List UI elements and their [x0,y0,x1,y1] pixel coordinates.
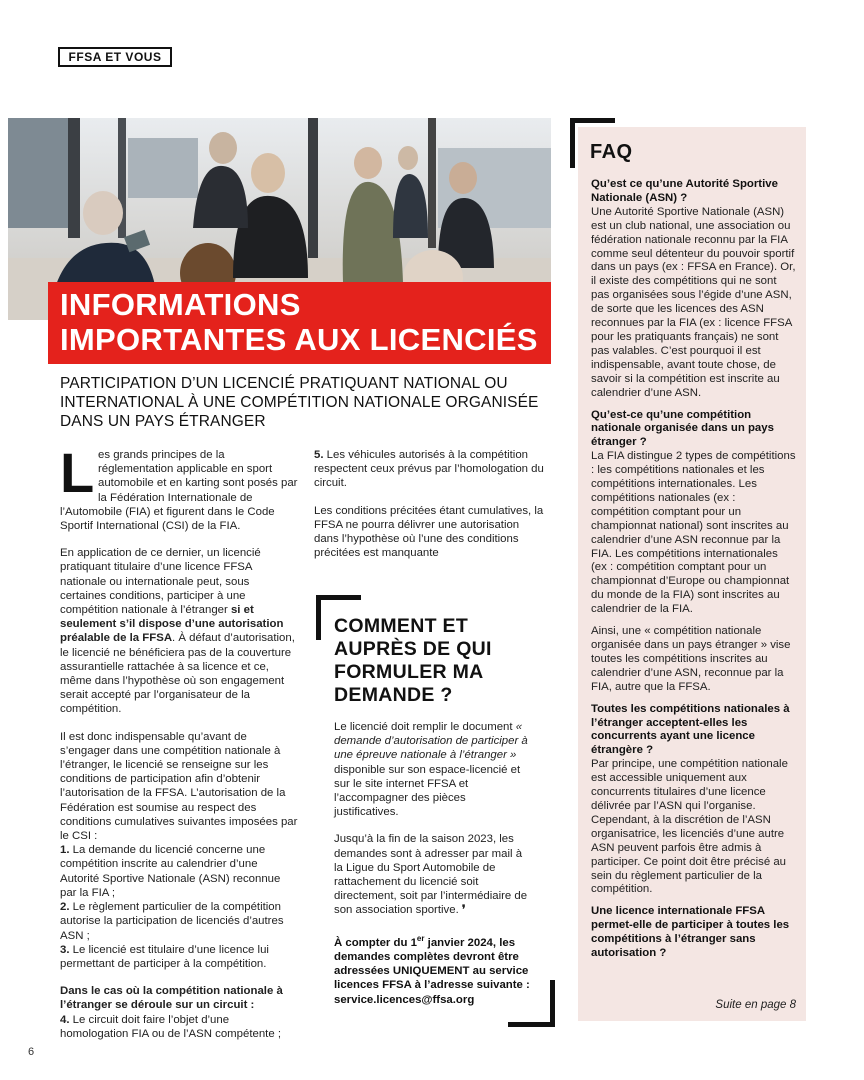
faq-answer: Une Autorité Sportive Nationale (ASN) est un club national, une association ou fédération nationale reconnu par la FIA comme seul détenteur du pouvoir sportif dans un pays (ex : FFSA en France). Or, il existe des compétitions qui ne sont pas organisées sous l’égide d’une ASN, de sorte que les licences des ASN reconnues par la FIA (ex : licence FFSA pour les pratiquants français) ne sont pas valables. C’est pourquoi il est indispensable, avant toute chose, de savoir si la compétition est inscrite au calendrier d’une ASN. [591,205,796,399]
paragraph-circuit [60,984,298,1041]
article-subtitle: PARTICIPATION D’UN LICENCIÉ PRATIQUANT NATIONAL OU INTERNATIONAL À UNE COMPÉTITION NATIONALE ORGANISÉE DANS UN PAYS ÉTRANGER [60,375,539,430]
paragraph-cumulative: Les conditions précitées étant cumulatives, la FFSA ne pourra délivrer une autorisation dans l’hypothèse où l’une des conditions précitées est manquante [314,504,544,560]
faq-question: Qu’est ce qu’une Autorité Sportive Nationale (ASN) ? [591,178,778,204]
condition-text: Le licencié est titulaire d’une licence lui permettant de participer à la compétition. [60,943,269,970]
article-column-1 [60,441,298,1054]
faq-title: FAQ [590,141,633,163]
faq-answer: Par principe, une compétition nationale est accessible uniquement aux concurrents titulaires d’une licence délivrée par l’ASN qui l’organise. Cependant, à la discrétion de l’ASN organisatrice, les licenciés d’une autre ASN peuvent parfois être admis à participer. Ce point doit être précisé au sein du règlement particulier de la compétition. [591,758,788,896]
box-notice [334,932,534,1007]
continued-note: Suite en page 8 [715,999,796,1011]
title-line-1: INFORMATIONS [60,287,301,322]
faq-question: Qu’est-ce qu’une compétition nationale organisée dans un pays étranger ? [591,408,774,449]
page-title [60,287,546,357]
box-heading: COMMENT ET AUPRÈS DE QUI FORMULER MA DEMANDE ? [334,615,492,706]
faq-question: Toutes les compétitions nationales à l’étranger acceptent-elles les concurrents ayant une licence étrangère ? [591,702,790,757]
title-line-2: IMPORTANTES AUX LICENCIÉS [60,322,538,357]
circuit-lead: Dans le cas où la compétition nationale à l’étranger se déroule sur un circuit : [60,985,283,1012]
condition-text: Le règlement particulier de la compétition autorise la participation de licenciés d’autres ASN ; [60,901,284,942]
box-body [334,720,530,931]
notice-text: janvier 2024, les demandes complètes devront être adressées UNIQUEMENT au service licences FFSA à l’adresse suivante : service.licences@ffsa.org [334,936,530,1006]
intro-paragraph: es grands principes de la réglementation applicable en sport automobile et en karting sont posés par la Fédération Internationale de l’Automobile (FIA) et figurent dans le Code Sportif International (CSI) de la FIA. [60,449,298,533]
box-paragraph-1 [334,720,530,819]
page-number: 6 [28,1046,35,1058]
condition-number: 1. [60,844,70,857]
paragraph-text: Il est donc indispensable qu’avant de s’engager dans une compétition nationale à l’étranger, le licencié se renseigne sur les conditions de participation afin d’obtenir l’autorisation de la FFSA. L’autorisation de la Fédération est soumise au respect des conditions cumulatives suivantes imposées par le CSI : [60,730,298,843]
notice-sup: er [416,934,425,943]
paragraph-conditions [60,730,298,971]
faq-answer: La FIA distingue 2 types de compétitions : les compétitions nationales et les compétitions internationales. Les compétitions nationales (ex : compétition comptant pour un championnat national) sont inscrites au calendrier d’une ASN reconnue par la FIA. Les compétitions internationales (ex : compétition comptant pour un championnat d’Europe ou championnat du monde de la FIA) sont inscrites au calendrier de la FIA. [591,450,796,616]
condition-text: Les véhicules autorisés à la compétition respectent ceux prévus par l’homologation du circuit. [314,449,544,490]
faq-list [591,178,796,961]
notice-text: À compter du 1 [334,936,417,949]
paragraph-authorisation [60,546,298,716]
paragraph-text: En application de ce dernier, un licencié pratiquant titulaire d’une licence FFSA nationale ou internationale peut, sous certaines conditions, participer à une compétition nationale à l’étranger [60,547,261,617]
drop-cap: L [60,441,95,504]
paragraph-text: disponible sur son espace-licencié et sur le site internet FFSA et l’accompagner des pièces justificatives. [334,763,521,819]
condition-5 [314,448,546,491]
document-name: « demande d’autorisation de participer à une épreuve nationale à l’étranger » [334,721,528,762]
condition-text: La demande du licencié concerne une compétition inscrite au calendrier d’une Autorité Sportive Nationale (ASN) reconnue par la FIA ; [60,844,281,899]
end-mark-icon: ❜ [461,904,466,917]
paragraph-text: Jusqu’à la fin de la saison 2023, les demandes sont à adresser par mail à la Ligue du Sport Automobile de rattachement du licencié soit directement, soit par l’intermédiaire de son association sportive. [334,833,528,917]
faq-answer: Ainsi, une « compétition nationale organisée dans un pays étranger » vise toutes les compétitions inscrites au calendrier d’une ASN, reconnue par la FIA, autre que la FFSA. [591,625,791,693]
condition-number: 4. [60,1013,70,1026]
faq-question: Une licence internationale FFSA permet-elle de participer à toutes les compétitions à l’étranger sans autorisation ? [591,905,790,960]
section-tag: FFSA ET VOUS [58,47,172,67]
condition-number: 3. [60,943,70,956]
paragraph-text: . À défaut d’autorisation, le licencié ne bénéficiera pas de la couverture assurantielle rattachée à sa licence et ce, même dans l’hypothèse où son engagement serait accepté par l’organisateur de la compétition. [60,632,295,716]
condition-number: 2. [60,901,70,914]
paragraph-text: Le licencié doit remplir le document [334,721,516,733]
condition-text: Le circuit doit faire l’objet d’une homologation FIA ou de l’ASN compétente ; [60,1013,281,1040]
article-column-2 [314,448,546,573]
condition-number: 5. [314,449,324,461]
paragraph-bold: si et seulement s’il dispose d’une autorisation préalable de la FFSA [60,604,284,645]
box-paragraph-2 [334,832,530,917]
